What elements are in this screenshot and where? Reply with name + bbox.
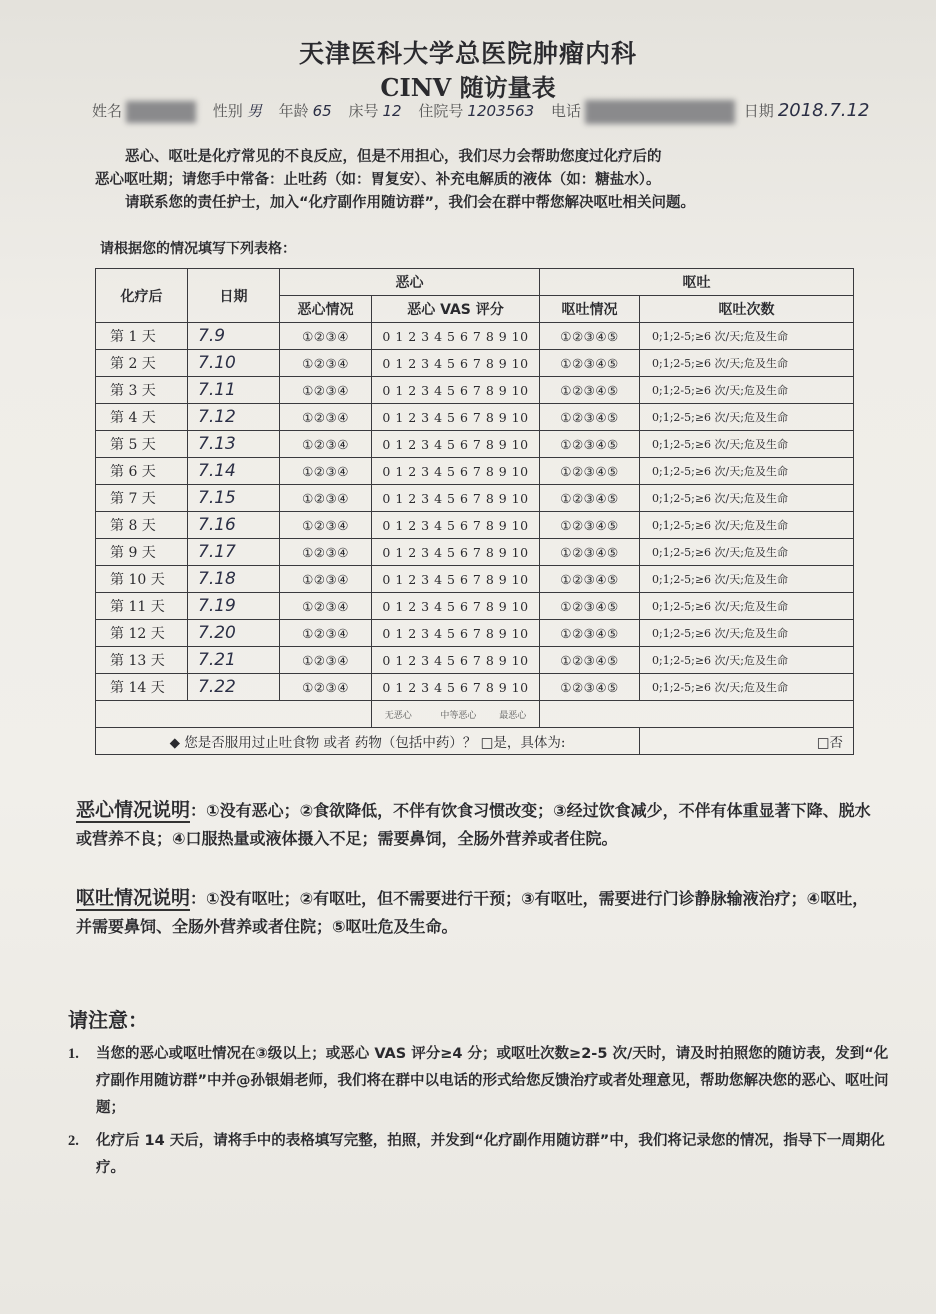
nausea-vas-cell[interactable]: 0 1 2 3 4 5 6 7 8 9 10 [372, 431, 540, 458]
date-cell[interactable]: 7.9 [188, 323, 280, 350]
intro-paragraph [95, 146, 855, 215]
vomit-status-cell[interactable]: ①②③④⑤ [540, 539, 640, 566]
nausea-vas-cell[interactable]: 0 1 2 3 4 5 6 7 8 9 10 [372, 674, 540, 701]
name-redaction [126, 101, 196, 123]
date-cell[interactable]: 7.12 [188, 404, 280, 431]
col-day-header: 化疗后 [96, 269, 188, 323]
table-row [96, 350, 854, 377]
vomit-count-cell[interactable]: 0;1;2-5;≥6 次/天;危及生命 [640, 674, 854, 701]
table-instruction: 请根据您的情况填写下列表格： [100, 241, 296, 257]
note-item [68, 1041, 898, 1122]
day-cell: 第 11 天 [96, 593, 188, 620]
vomit-status-cell[interactable]: ①②③④⑤ [540, 404, 640, 431]
col-date-header: 日期 [188, 269, 280, 323]
vomit-status-cell[interactable]: ①②③④⑤ [540, 431, 640, 458]
nausea-vas-cell[interactable]: 0 1 2 3 4 5 6 7 8 9 10 [372, 323, 540, 350]
vomit-count-cell[interactable]: 0;1;2-5;≥6 次/天;危及生命 [640, 620, 854, 647]
nausea-vas-cell[interactable]: 0 1 2 3 4 5 6 7 8 9 10 [372, 485, 540, 512]
admission-value: 1203563 [467, 102, 535, 120]
day-cell: 第 13 天 [96, 647, 188, 674]
vas-legend: 无恶心 中等恶心 最恶心 [372, 701, 540, 728]
nausea-desc-text: ：①没有恶心；②食欲降低，不伴有饮食习惯改变；③经过饮食减少，不伴有体重显著下降、脱水或营养不良；④口服热量或液体摄入不足；需要鼻饲，全肠外营养或者住院。 [76, 801, 871, 848]
note-text: 当您的恶心或呕吐情况在③级以上；或恶心 VAS 评分≥4 分；或呕吐次数≥2-5 次/天时，请及时拍照您的随访表，发到“化疗副作用随访群”中并@孙银娟老师，我们将在群中以电话的形式给您反馈治疗或者处理意见，帮助您解决您的恶心、呕吐问题； [96, 1046, 889, 1116]
nausea-vas-cell[interactable]: 0 1 2 3 4 5 6 7 8 9 10 [372, 539, 540, 566]
table-row [96, 485, 854, 512]
note-item [68, 1128, 898, 1182]
table-row [96, 512, 854, 539]
nausea-status-cell[interactable]: ①②③④ [280, 431, 372, 458]
date-cell[interactable]: 7.11 [188, 377, 280, 404]
note-number: 2. [68, 1133, 79, 1149]
nausea-status-cell[interactable]: ①②③④ [280, 323, 372, 350]
nausea-vas-cell[interactable]: 0 1 2 3 4 5 6 7 8 9 10 [372, 377, 540, 404]
nausea-status-cell[interactable]: ①②③④ [280, 350, 372, 377]
date-cell[interactable]: 7.16 [188, 512, 280, 539]
vomit-status-cell[interactable]: ①②③④⑤ [540, 566, 640, 593]
vomit-status-cell[interactable]: ①②③④⑤ [540, 620, 640, 647]
date-cell[interactable]: 7.21 [188, 647, 280, 674]
form-subtitle: CINV 随访量表 [380, 73, 556, 102]
answer-no-checkbox[interactable]: □否 [640, 728, 854, 755]
nausea-status-cell[interactable]: ①②③④ [280, 674, 372, 701]
vomit-count-cell[interactable]: 0;1;2-5;≥6 次/天;危及生命 [640, 377, 854, 404]
nausea-vas-cell[interactable]: 0 1 2 3 4 5 6 7 8 9 10 [372, 458, 540, 485]
age-label: 年龄 [278, 102, 309, 120]
vomit-count-cell[interactable]: 0;1;2-5;≥6 次/天;危及生命 [640, 593, 854, 620]
gender-label: 性别 [212, 102, 243, 120]
date-value: 2018.7.12 [777, 100, 870, 121]
table-row [96, 323, 854, 350]
name-label: 姓名 [92, 102, 123, 120]
col-vomit-count-header: 呕吐次数 [640, 296, 854, 323]
vomit-status-cell[interactable]: ①②③④⑤ [540, 674, 640, 701]
nausea-vas-cell[interactable]: 0 1 2 3 4 5 6 7 8 9 10 [372, 593, 540, 620]
nausea-status-cell[interactable]: ①②③④ [280, 539, 372, 566]
note-text: 化疗后 14 天后，请将手中的表格填写完整，拍照，并发到“化疗副作用随访群”中，我们将记录您的情况，指导下一周期化疗。 [96, 1133, 885, 1176]
nausea-status-cell[interactable]: ①②③④ [280, 512, 372, 539]
intro-line-3: 请联系您的责任护士，加入“化疗副作用随访群”，我们会在群中帮您解决呕吐相关问题。 [125, 195, 696, 211]
vomit-status-cell[interactable]: ①②③④⑤ [540, 647, 640, 674]
date-cell[interactable]: 7.18 [188, 566, 280, 593]
vomit-desc-heading: 呕吐情况说明 [76, 887, 191, 909]
notes-section [68, 1005, 898, 1182]
day-cell: 第 3 天 [96, 377, 188, 404]
date-cell[interactable]: 7.13 [188, 431, 280, 458]
date-cell[interactable]: 7.10 [188, 350, 280, 377]
intro-line-1: 恶心、呕吐是化疗常见的不良反应，但是不用担心，我们尽力会帮助您度过化疗后的 [125, 149, 662, 165]
nausea-vas-cell[interactable]: 0 1 2 3 4 5 6 7 8 9 10 [372, 620, 540, 647]
notes-heading: 请注意： [68, 1008, 148, 1032]
nausea-status-cell[interactable]: ①②③④ [280, 485, 372, 512]
nausea-status-cell[interactable]: ①②③④ [280, 377, 372, 404]
patient-info-line [92, 100, 873, 124]
nausea-vas-cell[interactable]: 0 1 2 3 4 5 6 7 8 9 10 [372, 350, 540, 377]
form-title: 天津医科大学总医院肿瘤内科 [298, 39, 637, 68]
table-row [96, 377, 854, 404]
table-row [96, 566, 854, 593]
nausea-status-cell[interactable]: ①②③④ [280, 404, 372, 431]
vomit-status-cell[interactable]: ①②③④⑤ [540, 458, 640, 485]
date-cell[interactable]: 7.15 [188, 485, 280, 512]
nausea-status-cell[interactable]: ①②③④ [280, 566, 372, 593]
vomit-count-cell[interactable]: 0;1;2-5;≥6 次/天;危及生命 [640, 458, 854, 485]
nausea-status-cell[interactable]: ①②③④ [280, 593, 372, 620]
vomit-count-cell[interactable]: 0;1;2-5;≥6 次/天;危及生命 [640, 647, 854, 674]
col-vomit-status-header: 呕吐情况 [540, 296, 640, 323]
col-nausea-status-header: 恶心情况 [280, 296, 372, 323]
vomit-status-cell[interactable]: ①②③④⑤ [540, 593, 640, 620]
table-row [96, 620, 854, 647]
date-cell[interactable]: 7.19 [188, 593, 280, 620]
admission-label: 住院号 [418, 102, 464, 120]
day-cell: 第 14 天 [96, 674, 188, 701]
date-label: 日期 [743, 102, 774, 120]
antiemetic-question: ◆ 您是否服用过止吐食物 或者 药物（包括中药）？ □是，具体为: [96, 728, 640, 755]
day-cell: 第 2 天 [96, 350, 188, 377]
intro-line-2: 恶心呕吐期；请您手中常备：止吐药（如：胃复安）、补充电解质的液体（如：糖盐水）。 [95, 172, 661, 188]
vomit-description [76, 884, 876, 941]
date-cell[interactable]: 7.14 [188, 458, 280, 485]
vomit-count-cell[interactable]: 0;1;2-5;≥6 次/天;危及生命 [640, 566, 854, 593]
day-cell: 第 4 天 [96, 404, 188, 431]
vomit-desc-text: ：①没有呕吐；②有呕吐，但不需要进行干预；③有呕吐，需要进行门诊静脉输液治疗；④呕吐，并需要鼻饲、全肠外营养或者住院；⑤呕吐危及生命。 [76, 889, 869, 936]
nausea-vas-cell[interactable]: 0 1 2 3 4 5 6 7 8 9 10 [372, 512, 540, 539]
nausea-desc-heading: 恶心情况说明 [76, 799, 191, 821]
phone-redaction [585, 100, 735, 124]
vomit-status-cell[interactable]: ①②③④⑤ [540, 350, 640, 377]
day-cell: 第 10 天 [96, 566, 188, 593]
nausea-group-header: 恶心 [280, 269, 540, 296]
vomit-group-header: 呕吐 [540, 269, 854, 296]
date-cell[interactable]: 7.17 [188, 539, 280, 566]
vomit-count-cell[interactable]: 0;1;2-5;≥6 次/天;危及生命 [640, 539, 854, 566]
vomit-status-cell[interactable]: ①②③④⑤ [540, 512, 640, 539]
table-row [96, 593, 854, 620]
nausea-vas-cell[interactable]: 0 1 2 3 4 5 6 7 8 9 10 [372, 647, 540, 674]
table-row [96, 539, 854, 566]
vomit-count-cell[interactable]: 0;1;2-5;≥6 次/天;危及生命 [640, 431, 854, 458]
cinv-table [95, 268, 854, 755]
vomit-status-cell[interactable]: ①②③④⑤ [540, 377, 640, 404]
day-cell: 第 6 天 [96, 458, 188, 485]
col-nausea-vas-header: 恶心 VAS 评分 [372, 296, 540, 323]
note-number: 1. [68, 1046, 79, 1062]
date-cell[interactable]: 7.22 [188, 674, 280, 701]
age-value: 65 [312, 102, 332, 120]
vomit-count-cell[interactable]: 0;1;2-5;≥6 次/天;危及生命 [640, 323, 854, 350]
bed-label: 床号 [348, 102, 379, 120]
table-row [96, 458, 854, 485]
vomit-status-cell[interactable]: ①②③④⑤ [540, 323, 640, 350]
day-cell: 第 7 天 [96, 485, 188, 512]
vomit-status-cell[interactable]: ①②③④⑤ [540, 485, 640, 512]
nausea-description [76, 796, 876, 853]
table-body [96, 323, 854, 701]
nausea-vas-cell[interactable]: 0 1 2 3 4 5 6 7 8 9 10 [372, 566, 540, 593]
nausea-status-cell[interactable]: ①②③④ [280, 458, 372, 485]
day-cell: 第 12 天 [96, 620, 188, 647]
phone-label: 电话 [551, 102, 582, 120]
day-cell: 第 5 天 [96, 431, 188, 458]
nausea-status-cell[interactable]: ①②③④ [280, 647, 372, 674]
vomit-count-cell[interactable]: 0;1;2-5;≥6 次/天;危及生命 [640, 512, 854, 539]
nausea-vas-cell[interactable]: 0 1 2 3 4 5 6 7 8 9 10 [372, 404, 540, 431]
vomit-count-cell[interactable]: 0;1;2-5;≥6 次/天;危及生命 [640, 485, 854, 512]
nausea-status-cell[interactable]: ①②③④ [280, 620, 372, 647]
table-row [96, 404, 854, 431]
table-row [96, 647, 854, 674]
gender-value: 男 [246, 102, 262, 120]
day-cell: 第 9 天 [96, 539, 188, 566]
table-row [96, 674, 854, 701]
day-cell: 第 1 天 [96, 323, 188, 350]
vomit-count-cell[interactable]: 0;1;2-5;≥6 次/天;危及生命 [640, 350, 854, 377]
bed-value: 12 [382, 102, 402, 120]
table-row [96, 431, 854, 458]
day-cell: 第 8 天 [96, 512, 188, 539]
date-cell[interactable]: 7.20 [188, 620, 280, 647]
vomit-count-cell[interactable]: 0;1;2-5;≥6 次/天;危及生命 [640, 404, 854, 431]
